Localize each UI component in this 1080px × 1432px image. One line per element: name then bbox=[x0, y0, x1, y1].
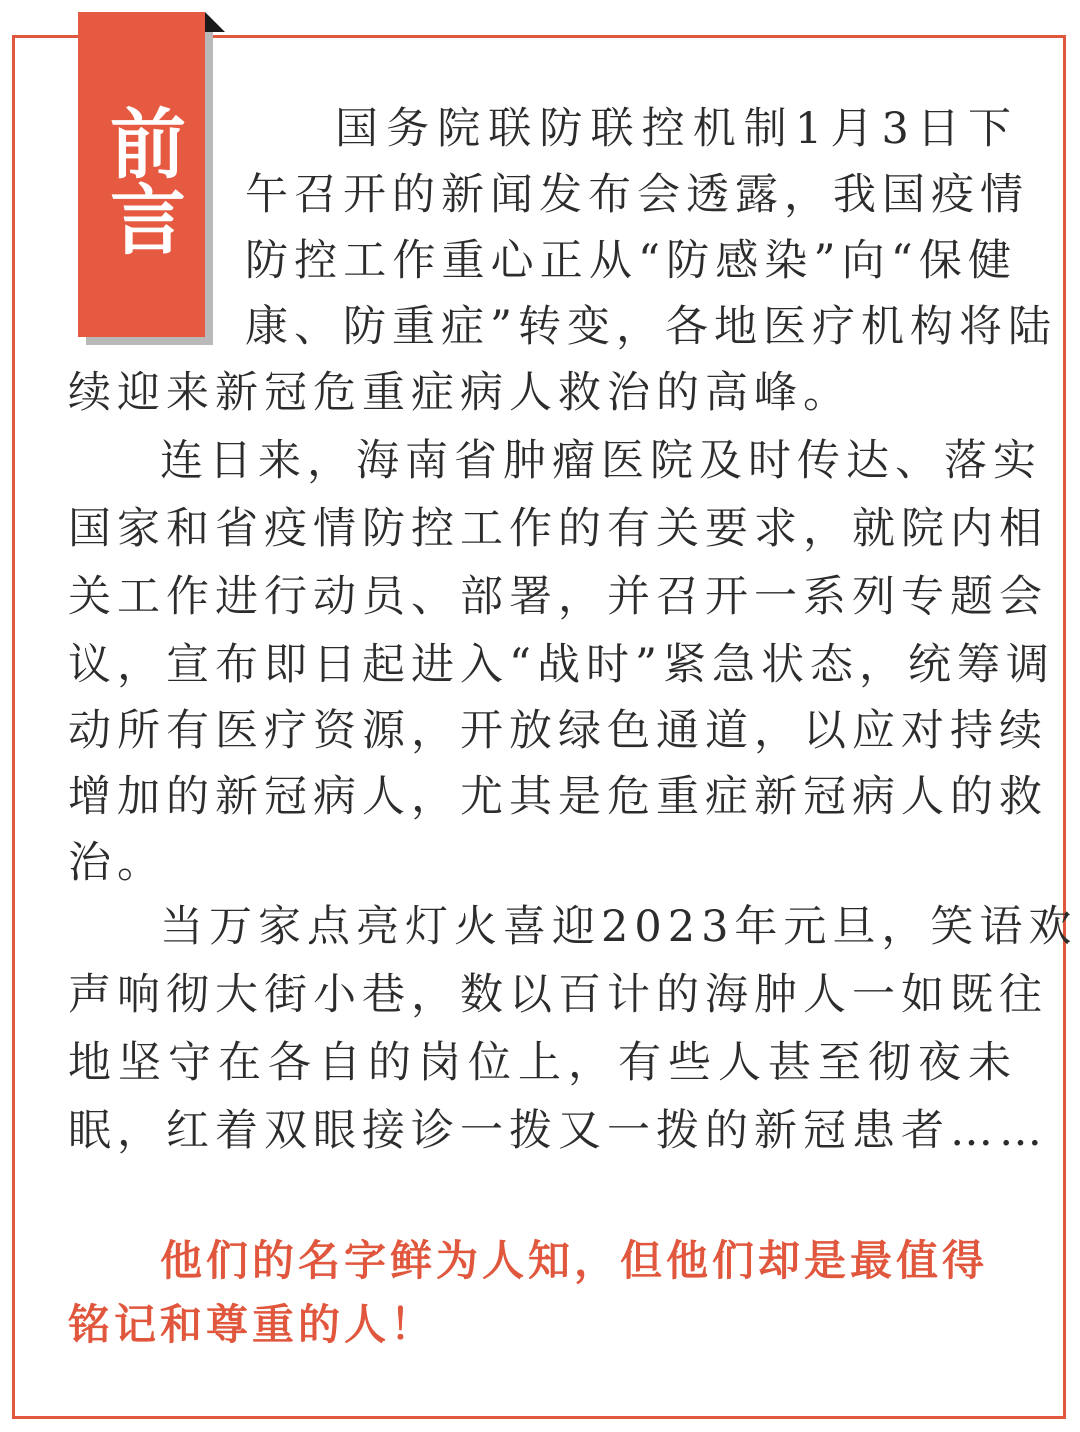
paragraph-3-line-3: 地坚守在各自的岗位上，有些人甚至彻夜未 bbox=[68, 1038, 1017, 1088]
paragraph-1-line-1: 国务院联防联控机制1月3日下 bbox=[335, 104, 1017, 154]
paragraph-2-line-1: 连日来，海南省肿瘤医院及时传达、落实 bbox=[160, 436, 1042, 486]
paragraph-1-line-5: 续迎来新冠危重症病人救治的高峰。 bbox=[68, 368, 852, 418]
paragraph-1-line-2: 午召开的新闻发布会透露，我国疫情 bbox=[245, 170, 1029, 220]
paragraph-1-line-3: 防控工作重心正从“防感染”向“保健 bbox=[245, 236, 1017, 286]
paragraph-2-line-7: 治。 bbox=[68, 838, 166, 888]
paragraph-2-line-6: 增加的新冠病人，尤其是危重症新冠病人的救 bbox=[68, 772, 1048, 822]
tab-fold-corner bbox=[205, 12, 225, 32]
closing-line-1: 他们的名字鲜为人知，但他们却是最值得 bbox=[160, 1236, 989, 1285]
paragraph-3-line-4: 眠，红着双眼接诊一拨又一拨的新冠患者…… bbox=[68, 1106, 1048, 1156]
paragraph-2-line-3: 关工作进行动员、部署，并召开一系列专题会 bbox=[68, 572, 1048, 622]
header-title: 前言 bbox=[97, 104, 187, 256]
closing-line-2: 铭记和尊重的人！ bbox=[68, 1300, 437, 1349]
paragraph-3-line-2: 声响彻大街小巷，数以百计的海肿人一如既往 bbox=[68, 970, 1048, 1020]
paragraph-1-line-4: 康、防重症”转变，各地医疗机构将陆 bbox=[245, 302, 1057, 352]
header-tab bbox=[78, 12, 205, 337]
paragraph-3-line-1: 当万家点亮灯火喜迎2023年元旦，笑语欢 bbox=[160, 902, 1078, 952]
paragraph-2-line-5: 动所有医疗资源，开放绿色通道，以应对持续 bbox=[68, 706, 1048, 756]
paragraph-2-line-2: 国家和省疫情防控工作的有关要求，就院内相 bbox=[68, 504, 1048, 554]
paragraph-2-line-4: 议，宣布即日起进入“战时”紧急状态，统筹调 bbox=[68, 640, 1055, 690]
